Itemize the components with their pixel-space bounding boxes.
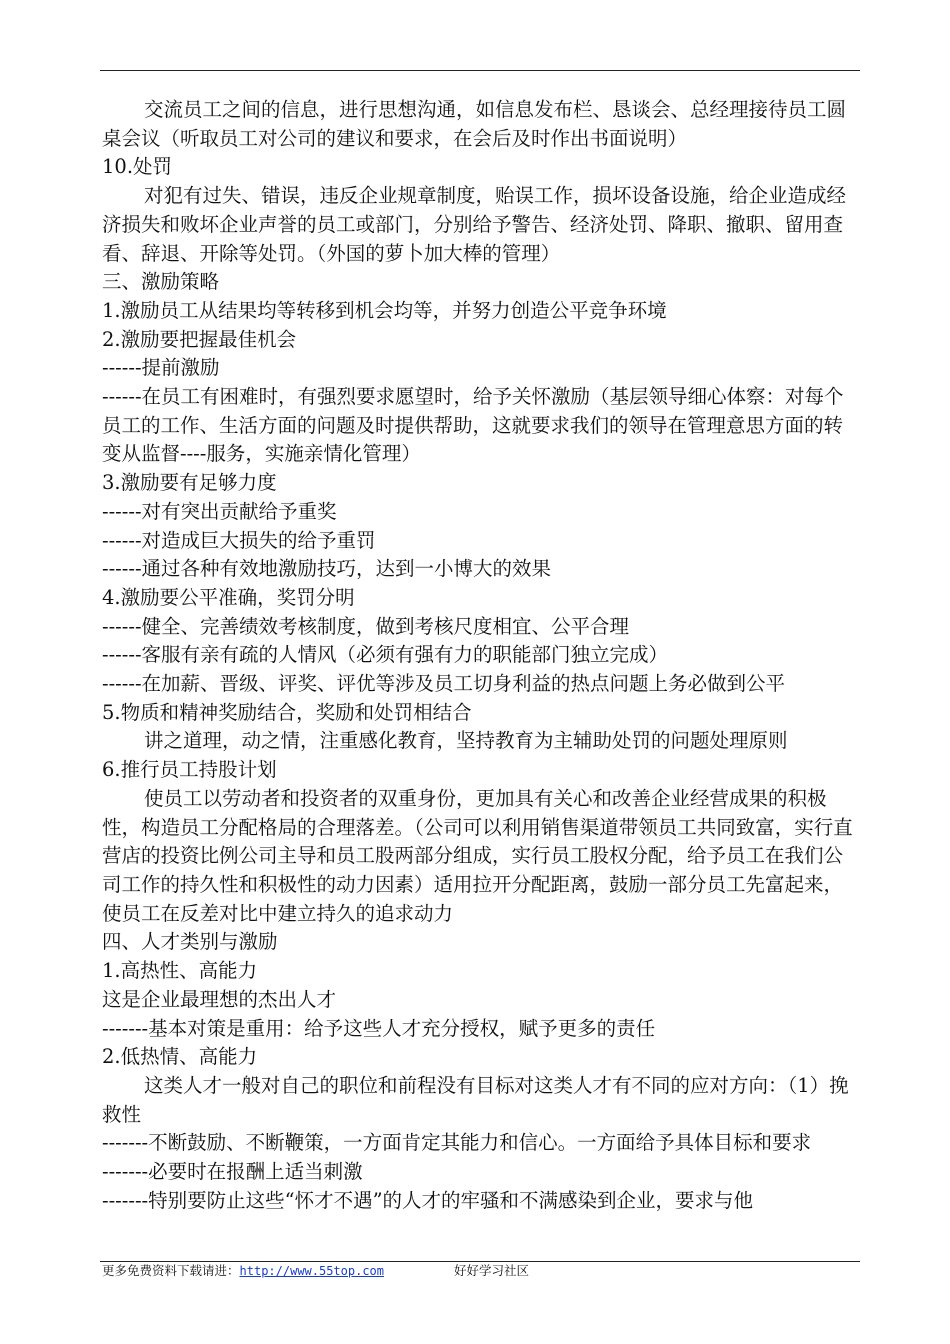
paragraph: 1.高热性、高能力: [102, 959, 258, 983]
footer-prefix: 更多免费资料下载请进：: [102, 1263, 240, 1278]
page-footer: [102, 1263, 529, 1279]
paragraph: ------提前激励: [102, 356, 220, 380]
paragraph: 对犯有过失、错误，违反企业规章制度，贻误工作，损坏设备设施，给企业造成经济损失和败坏企业声誉的员工或部门，分别给予警告、经济处罚、降职、撤职、留用查看、辞退、开除等处罚。（外国的萝卜加大棒的管理）: [102, 184, 847, 265]
paragraph: 交流员工之间的信息，进行思想沟通，如信息发布栏、恳谈会、总经理接待员工圆桌会议（听取员工对公司的建议和要求，在会后及时作出书面说明）: [102, 98, 847, 150]
paragraph: 使员工以劳动者和投资者的双重身份，更加具有关心和改善企业经营成果的积极性，构造员工分配格局的合理落差。（公司可以利用销售渠道带领员工共同致富，实行直营店的投资比例公司主导和员工股两部分组成，实行员工股权分配，给予员工在我们公司工作的持久性和积极性的动力因素）适用拉开分配距离，鼓励一部分员工先富起来，使员工在反差对比中建立持久的追求动力: [102, 786, 853, 925]
header-rule: [100, 70, 860, 71]
paragraph: -------特别要防止这些“怀才不遇”的人才的牢骚和不满感染到企业，要求与他: [102, 1188, 754, 1212]
paragraph: ------对有突出贡献给予重奖: [102, 499, 337, 523]
paragraph: 这类人才一般对自己的职位和前程没有目标对这类人才有不同的应对方向：（1）挽救性: [102, 1073, 849, 1126]
paragraph: 讲之道理，动之情，注重感化教育，坚持教育为主辅助处罚的问题处理原则: [144, 729, 788, 753]
paragraph: 10.处罚: [102, 155, 173, 179]
paragraph: ------客服有亲有疏的人情风（必须有强有力的职能部门独立完成）: [102, 643, 669, 667]
paragraph: -------不断鼓励、不断鞭策，一方面肯定其能力和信心。一方面给予具体目标和要求: [102, 1131, 812, 1155]
paragraph: ------通过各种有效地激励技巧，达到一小博大的效果: [102, 557, 552, 581]
footer-link[interactable]: http://www.55top.com: [239, 1264, 385, 1278]
paragraph: 2.激励要把握最佳机会: [102, 327, 297, 351]
paragraph: ------在员工有困难时，有强烈要求愿望时，给予关怀激励（基层领导细心体察：对每个员工的工作、生活方面的问题及时提供帮助，这就要求我们的领导在管理意思方面的转变从监督----服务，实施亲情化管理）: [102, 385, 844, 466]
paragraph: -------必要时在报酬上适当刺激: [102, 1160, 363, 1184]
paragraph: 6.推行员工持股计划: [102, 758, 277, 782]
paragraph: ------健全、完善绩效考核制度，做到考核尺度相宜、公平合理: [102, 614, 630, 638]
paragraph: 四、人才类别与激励: [102, 930, 278, 954]
footer-rule: [100, 1261, 860, 1262]
paragraph: -------基本对策是重用：给予这些人才充分授权，赋予更多的责任: [102, 1016, 656, 1040]
paragraph: 三、激励策略: [102, 270, 220, 294]
paragraph: 1.激励员工从结果均等转移到机会均等，并努力创造公平竞争环境: [102, 298, 667, 322]
paragraph: 3.激励要有足够力度: [102, 471, 277, 495]
paragraph: ------对造成巨大损失的给予重罚: [102, 528, 376, 552]
paragraph: 5.物质和精神奖励结合，奖励和处罚相结合: [102, 700, 472, 724]
paragraph: 4.激励要公平准确，奖罚分明: [102, 585, 355, 609]
paragraph: ------在加薪、晋级、评奖、评优等涉及员工切身利益的热点问题上务必做到公平: [102, 672, 786, 696]
paragraph: 这是企业最理想的杰出人才: [102, 987, 337, 1011]
document-body: [102, 96, 862, 1215]
paragraph: 2.低热情、高能力: [102, 1045, 258, 1069]
footer-site-name: 好好学习社区: [454, 1263, 530, 1278]
